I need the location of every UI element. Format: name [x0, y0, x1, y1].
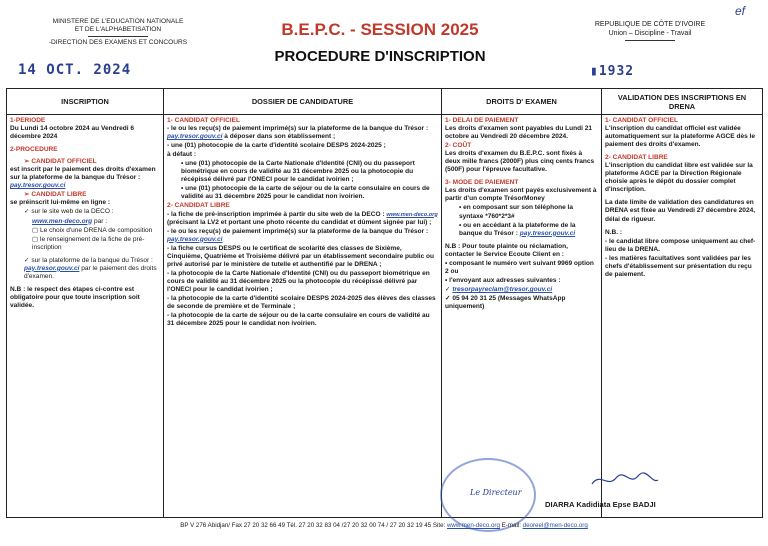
validation-note: - le candidat libre compose uniquement au chef-lieu de la DRENA.: [605, 237, 756, 253]
dossier-item: - le ou les reçu(s) de paiement imprimé(s) sur la plateforme de la banque du Trésor : pay.tresor.gouv.ci à déposer dans son établissement ;: [167, 125, 429, 141]
list-item: ✓ sur la plateforme de la banque du Trésor : pay.tresor.gouv.ci par le paiement des droits d'examen.: [24, 256, 157, 280]
contact-option: • l'envoyant aux adresses suivantes :: [445, 276, 561, 284]
periode-heading: 1-PERIODE: [10, 117, 46, 124]
validation-note-heading: N.B. :: [605, 228, 623, 236]
dossier-item: • une (01) photocopie de la Carte Nationale d'Identité (CNI) ou du passeport biométrique en cours de validité au 31 décembre 2025 ou la photocopie du récépissé délivré par l'ONECI pour le candidat ivoirien ;: [181, 160, 415, 184]
periode-text: Du Lundi 14 octobre 2024 au Vendredi 6 décembre 2024: [10, 125, 135, 141]
mode-heading: 3- MODE DE PAIEMENT: [445, 179, 519, 187]
document-subtitle: PROCEDURE D'INSCRIPTION: [274, 48, 486, 65]
complaint-email-link[interactable]: tresorpayreclam@tresor.gouv.ci: [452, 285, 553, 293]
footer-email-label: E-mail:: [501, 522, 521, 529]
officiel-heading: ➢ CANDIDAT OFFICIEL: [24, 158, 97, 166]
arrow-icon: ➢: [24, 158, 32, 166]
dossier-item: - la photocopie de la carte de séjour ou de la carte consulaire en cours de validité au 31 décembre 2025 pour le candidat non ivoirien.: [167, 312, 430, 328]
dossier-item: à défaut :: [167, 151, 197, 159]
document-title: B.E.P.C. - SESSION 2025: [281, 20, 479, 39]
check-icon: ✓: [445, 294, 453, 302]
dossier-officiel-heading: 1- CANDIDAT OFFICIEL: [167, 117, 240, 124]
column-header-inscription: INSCRIPTION: [7, 89, 164, 115]
mode-text: Les droits d'examen sont payés exclusivement à partir d'un compte TrésorMoney: [445, 187, 597, 203]
libre-text: se préinscrit lui-même en ligne :: [10, 199, 111, 207]
registration-number-stamp: ▮1932: [590, 64, 635, 79]
dossier-item: - la photocopie de la Carte Nationale d'Identité (CNI) ou du passeport biométrique en cours de validité au 31 décembre 2025 ou la photocopie du récépissé délivré par l'ONECI pour le candidat ivoirien ;: [167, 269, 430, 293]
delai-heading: 1- DELAI DE PAIEMENT: [445, 117, 519, 124]
republic-line-1: REPUBLIQUE DE CÔTE D'IVOIRE: [594, 21, 706, 28]
column-header-droits: DROITS D' EXAMEN: [442, 89, 602, 115]
ministry-header: [18, 18, 218, 47]
dossier-column: [164, 115, 442, 517]
tresor-link[interactable]: pay.tresor.gouv.ci: [24, 264, 80, 272]
date-stamp: 14 OCT. 2024: [18, 62, 132, 78]
contact-phone: ✓ 05 94 20 31 25 (Messages WhatsApp uniquement): [445, 294, 566, 310]
validation-officiel-heading: 1- CANDIDAT OFFICIEL: [605, 117, 678, 124]
cout-text: Les droits d'examen du B.E.P.C. sont fixés à deux mille francs (2000F) plus cinq cents francs (500F) pour l'épreuve facultative.: [445, 150, 595, 174]
column-header-validation: VALIDATION DES INSCRIPTIONS EN DRENA: [602, 89, 762, 115]
dossier-item: - une (01) photocopie de la carte d'identité scolaire DESPS 2024-2025 ;: [167, 142, 386, 150]
bullet-icon: ▢: [32, 226, 41, 234]
footer-site-link[interactable]: www.men-deco.org: [446, 522, 500, 529]
contact-email: [445, 286, 598, 294]
seal-text: Le Directeur: [470, 488, 522, 497]
check-icon: ✓: [24, 256, 32, 264]
footer-address: BP V 276 Abidjan/ Fax 27 20 32 66 49 Tél. 27 20 32 83 04 /27 20 32 00 74 / 27 20 32 19 45 Site:: [180, 522, 446, 529]
bullet-icon: •: [181, 185, 186, 193]
check-icon: ✓: [24, 208, 32, 216]
bullet-icon: •: [181, 160, 186, 168]
bullet-icon: •: [445, 259, 450, 267]
republic-header: [560, 20, 740, 43]
deco-link-line: www.men-deco.org par :: [32, 217, 108, 225]
validation-column: [602, 115, 762, 517]
tresor-link[interactable]: pay.tresor.gouv.ci: [519, 229, 576, 237]
dossier-item: - le ou les reçu(s) de paiement imprimé(s) sur la plateforme de la banque du Trésor : pay.tresor.gouv.ci: [167, 227, 429, 243]
inscription-note: N.B : le respect des étapes ci-contre est obligatoire pour que toute inscription soit validée.: [10, 285, 140, 309]
footer-email-link[interactable]: deoreel@men-deco.org: [522, 522, 588, 529]
ministry-line-1: MINISTERE DE L'EDUCATION NATIONALE: [52, 18, 184, 25]
signatory-name: DIARRA Kadidiata Epse BADJI: [545, 500, 656, 509]
procedure-table: [6, 88, 763, 518]
dossier-item: - la fiche de pré-inscription imprimée à partir du site web de la DECO : www.men-deco.org (précisant la LV2 et portant une photo récente du candidat et dûment signée par lui) ;: [167, 210, 438, 226]
deco-link[interactable]: www.men-deco.org: [32, 217, 93, 225]
payment-option: • ou en accédant à la plateforme de la banque du Trésor : pay.tresor.gouv.ci: [459, 221, 576, 237]
validation-libre-heading: 2- CANDIDAT LIBRE: [605, 154, 668, 162]
droits-column: [442, 115, 602, 517]
bullet-icon: •: [459, 221, 464, 229]
dossier-item: - la fiche cursus DESPS ou le certificat de scolarité des classes de Sixième, Cinquième, Quatrième et Troisième délivré par un établissement secondaire public ou privé autorisé par le ministère de tutelle et authentifié par le DRENA ;: [167, 244, 435, 268]
direction-line: -DIRECTION DES EXAMENS ET CONCOURS: [48, 39, 188, 46]
officiel-text: est inscrit par le paiement des droits d'examen sur la plateforme de la banque du Trésor : pay.tresor.gouv.ci: [10, 166, 156, 190]
stamp-number: 1932: [598, 64, 635, 79]
complaint-note: N.B : Pour toute plainte ou réclamation, contacter le Service Ecoute Client en :: [445, 242, 568, 258]
payment-option: • en composant sur son téléphone la syntaxe *760*2*3#: [459, 204, 573, 220]
contact-option: • composant le numéro vert suivant 9969 option 2 ou: [445, 259, 594, 275]
divider: [625, 40, 675, 41]
validation-note: - les matières facultatives sont validées par les chefs d'établissement sur présentation du reçu de paiement.: [605, 254, 752, 278]
republic-motto: Union – Discipline - Travail: [608, 30, 692, 37]
delai-text: Les droits d'examen sont payables du Lundi 21 octobre au Vendredi 20 décembre 2024.: [445, 125, 593, 141]
libre-heading: ➢ CANDIDAT LIBRE: [24, 191, 87, 199]
deco-link[interactable]: www.men-deco.org: [386, 211, 438, 218]
handwritten-corner-mark: ef: [735, 4, 746, 18]
list-item: ▢ le renseignement de la fiche de pré-inscription: [32, 235, 145, 251]
footer-contact: [0, 522, 768, 529]
bullet-icon: •: [445, 276, 450, 284]
cout-heading: 2- COÛT: [445, 142, 472, 150]
handwritten-signature: [590, 470, 660, 490]
list-item: ✓ sur le site web de la DECO :: [24, 208, 114, 216]
inscription-column: [7, 115, 164, 517]
bullet-icon: •: [459, 204, 464, 212]
check-icon: ✓: [445, 285, 453, 293]
tresor-link[interactable]: pay.tresor.gouv.ci: [10, 182, 66, 190]
procedure-heading: 2-PROCEDURE: [10, 146, 58, 154]
dossier-libre-heading: 2- CANDIDAT LIBRE: [167, 202, 230, 210]
tresor-link[interactable]: pay.tresor.gouv.ci: [167, 235, 223, 243]
dossier-item: • une (01) photocopie de la carte de séjour ou de la carte consulaire en cours de validité au 31 décembre 2025 pour le candidat non ivoirien.: [181, 185, 430, 201]
validation-deadline: La date limite de validation des candidatures en DRENA est fixée au Vendredi 27 décembre 2024, délai de rigueur.: [605, 199, 756, 223]
dossier-item: - la photocopie de la carte d'identité scolaire DESPS 2024-2025 des élèves des classes de seconde de première et de Terminale ;: [167, 294, 436, 311]
column-header-dossier: DOSSIER DE CANDIDATURE: [164, 89, 442, 115]
arrow-icon: ➢: [24, 191, 32, 199]
list-item: ▢ Le choix d'une DRENA de composition: [32, 226, 153, 234]
bullet-icon: ▢: [32, 235, 41, 243]
validation-officiel-text: L'inscription du candidat officiel est validée automatiquement sur la plateforme AGCE dès le paiement des droits d'examen.: [605, 125, 756, 149]
tresor-link[interactable]: pay.tresor.gouv.ci: [167, 133, 223, 141]
ministry-line-2: ET DE L'ALPHABETISATION: [74, 26, 162, 33]
divider: [88, 36, 148, 37]
validation-libre-text: L'inscription du candidat libre est validée sur la plateforme AGCE par la Direction Régionale choisie après le dépôt du dossier complet d'inscription.: [605, 162, 753, 194]
